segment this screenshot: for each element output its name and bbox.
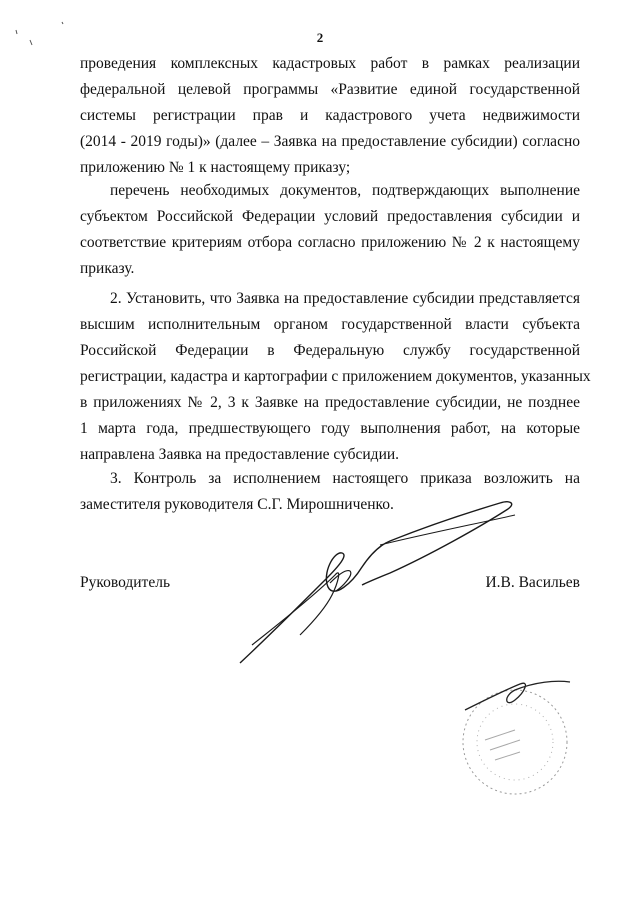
text-line: приказу. [80, 260, 135, 277]
text-line: в приложениях № 2, 3 к Заявке на предоставление субсидии, не позднее [80, 394, 580, 411]
text-line: федеральной целевой программы «Развитие единой государственной [80, 81, 580, 98]
text-line: (2014 - 2019 годы)» (далее – Заявка на предоставление субсидии) согласно [80, 133, 580, 150]
text-line: 3. Контроль за исполнением настоящего приказа возложить на [110, 470, 580, 487]
text-line: 1 марта года, предшествующего году выполнения работ, на которые [80, 420, 580, 437]
text-line: Российской Федерации в Федеральную службу государственной [80, 342, 580, 359]
stamp-seal [445, 670, 575, 800]
text-line: заместителя руководителя С.Г. Мирошниченко. [80, 496, 394, 513]
text-line: приложению № 1 к настоящему приказу; [80, 159, 351, 176]
text-line: направлена Заявка на предоставление субсидии. [80, 446, 400, 463]
paragraph-clause-2 [80, 286, 591, 468]
paragraph-documents-list [80, 178, 580, 282]
text-line: субъектом Российской Федерации условий предоставления субсидии и [80, 208, 580, 225]
handwritten-signature [230, 495, 530, 670]
signer-title: Руководитель [80, 574, 171, 591]
text-line: соответствие критериям отбора согласно приложению № 2 к настоящему [80, 234, 580, 251]
text-line: регистрации, кадастра и картографии с приложением документов, указанных [80, 368, 591, 385]
text-line: перечень необходимых документов, подтверждающих выполнение [110, 182, 580, 199]
signer-name: И.В. Васильев [485, 574, 580, 591]
text-line: системы регистрации прав и кадастрового учета недвижимости [80, 107, 580, 124]
text-line: проведения комплексных кадастровых работ в рамках реализации [80, 55, 580, 72]
paragraph-application-form [80, 51, 580, 181]
text-line: высшим исполнительным органом государственной власти субъекта [80, 316, 580, 333]
page-number: 2 [316, 30, 324, 45]
text-line: 2. Установить, что Заявка на предоставление субсидии представляется [110, 290, 580, 307]
